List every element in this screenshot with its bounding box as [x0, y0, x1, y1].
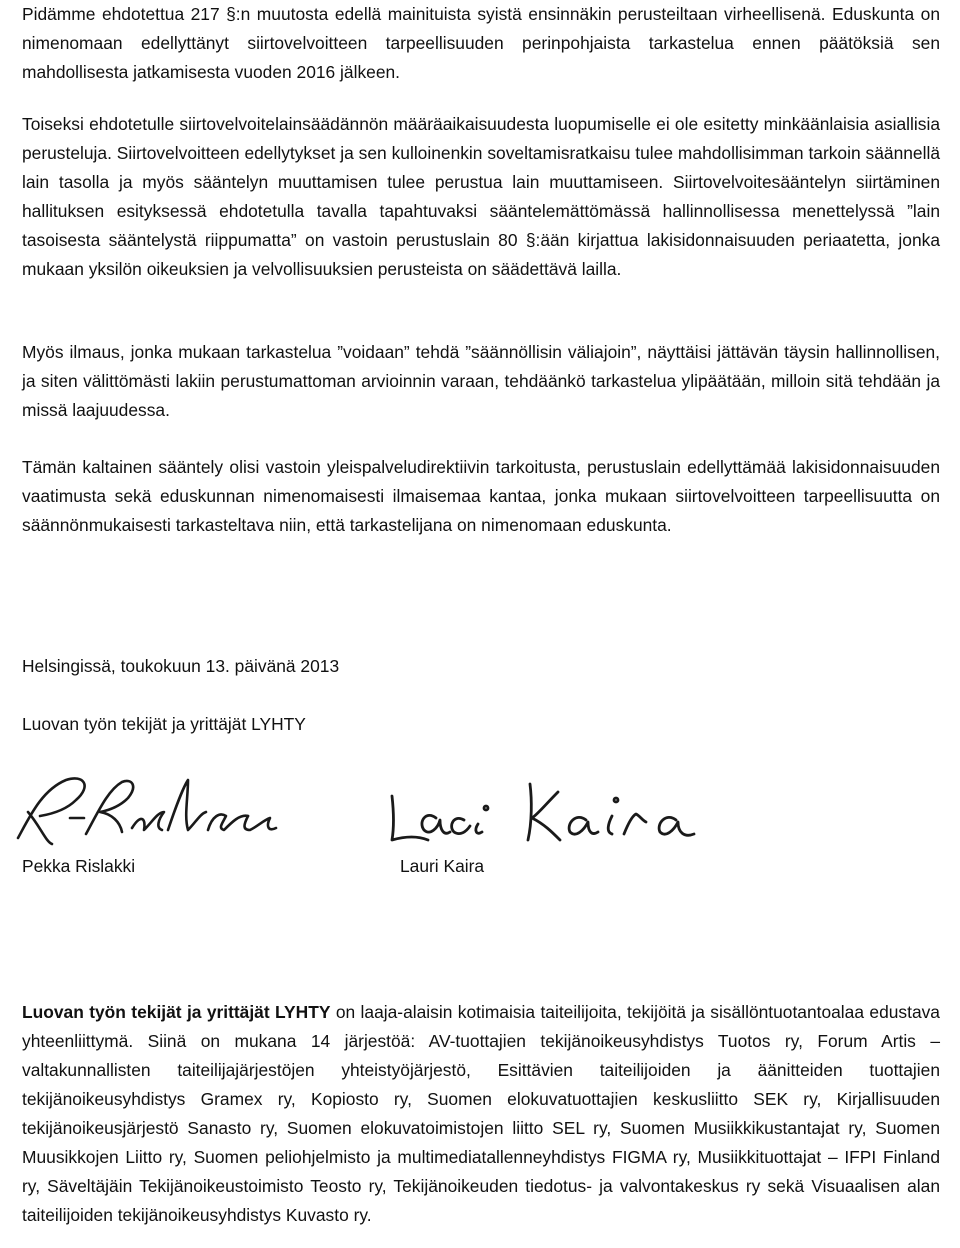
organization-name: Luovan työn tekijät ja yrittäjät LYHTY [22, 714, 306, 734]
paragraph-2: Toiseksi ehdotetulle siirtovelvoitelainsäädännön määräaikaisuudesta luopumiselle ei ole esitetty minkäänlaisia asiallisia perusteluja. Siirtovelvoitteen edellytykset ja sen kulloinenkin soveltamisratkaisu tulee mahdollisimman tarkoin säännellä lain tasolla ja myös sääntelyn muuttamisen tulee perustua lain muuttamiseen. Siirtovelvoitesääntelyn siirtäminen hallituksen esityksessä ehdotetulla tavalla tapahtuvaksi sääntelemättömässä hallinnollisessa menettelyssä ”lain tasoisesta sääntelystä riippumatta” on vastoin perustuslain 80 §:ään kirjattua lakisidonnaisuuden periaatetta, jonka mukaan yksilön oikeuksien ja velvollisuuksien perusteista on säädettävä lailla. [22, 114, 940, 279]
signature-lauri-kaira-icon [380, 770, 730, 848]
paragraph-4: Tämän kaltainen sääntely olisi vastoin yleispalveludirektiivin tarkoitusta, perustuslain edellyttämää lakisidonnaisuuden vaatimusta sekä eduskunnan nimenomaisesti ilmaisemaa kantaa, jonka mukaan siirtovelvoitteen tarpeellisuutta on säännönmukaisesti tarkasteltava niin, että tarkastelijana on nimenomaan eduskunta. [22, 457, 940, 535]
paragraph-1: Pidämme ehdotettua 217 §:n muutosta edellä mainituista syistä ensinnäkin perusteiltaan virheellisenä. Eduskunta on nimenomaan edellyttänyt siirtovelvoitteen tarpeellisuuden perinpohjaista tarkastelua ennen päätöksiä sen mahdollisesta jatkamisesta vuoden 2016 jälkeen. [22, 4, 940, 82]
footer-text: on laaja-alaisin kotimaisia taiteilijoita, tekijöitä ja sisällöntuotantoalaa edustava yhteenliittymä. Siinä on mukana 14 järjestöä: AV-tuottajien tekijänoikeusyhdistys Tuotos ry, Forum Artis – valtakunnallisten taiteilijajärjestöjen yhteistyöjärjestö, Esittävien taiteilijoiden ja äänitteiden tuottajien tekijänoikeusyhdistys Gramex ry, Kopiosto ry, Suomen elokuvatuottajien keskusliitto SEK ry, Kirjallisuuden tekijänoikeusjärjestö Sanasto ry, Suomen elokuvatoimistojen liitto SEL ry, Suomen Musiikkikustantajat ry, Suomen Muusikkojen Liitto ry, Suomen peliohjelmisto ja multimediatallenneyhdistys FIGMA ry, Musiikkituottajat – IFPI Finland ry, Säveltäjäin Tekijänoikeustoimisto Teosto ry, Tekijänoikeuden tiedotus- ja valvontakeskus ry sekä Visuaalisen alan taiteilijoiden tekijänoikeusyhdistys Kuvasto ry. [22, 1002, 940, 1225]
place-date: Helsingissä, toukokuun 13. päivänä 2013 [22, 656, 340, 676]
footer-paragraph [22, 998, 940, 1230]
signatory-name-right: Lauri Kaira [400, 856, 485, 876]
signature-pekka-rislakki-icon [12, 772, 302, 850]
paragraph-3: Myös ilmaus, jonka mukaan tarkastelua ”voidaan” tehdä ”säännöllisin väliajoin”, näyttäisi jättävän täysin hallinnollisen, ja siten välittömästi lakiin perustumattoman arvioinnin varaan, tehdäänkö tarkastelua ylipäätään, milloin sitä tehdään ja missä laajuudessa. [22, 342, 940, 420]
signatory-name-left: Pekka Rislakki [22, 856, 136, 876]
footer-bold-lead: Luovan työn tekijät ja yrittäjät LYHTY [22, 1002, 331, 1022]
